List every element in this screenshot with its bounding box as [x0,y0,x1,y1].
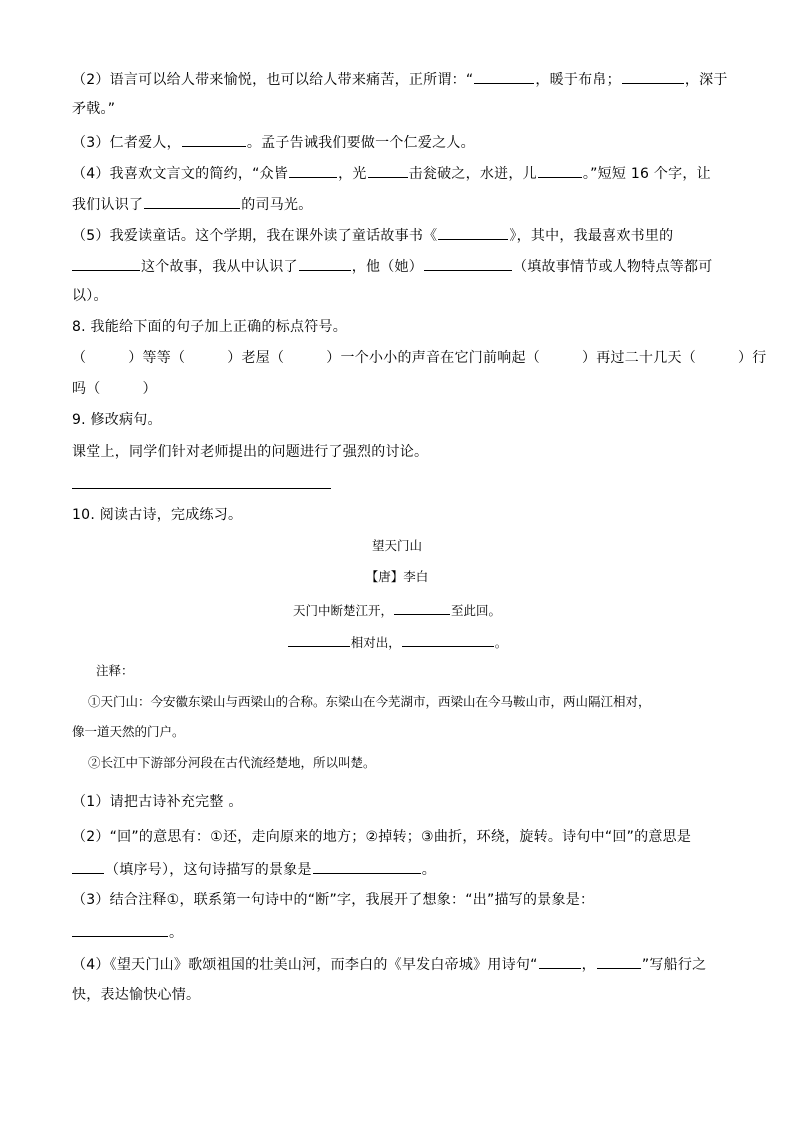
sub-question-4-line2 [72,985,200,1005]
q8-line1 [72,348,767,368]
sub-question-3-line2 [72,921,183,943]
text: （填故事情节或人物特点等都可 [513,259,713,275]
q9-sentence [72,442,428,462]
text: 矛戟。” [72,101,116,117]
text: （4）我喜欢文言文的简约，“众皆 [72,166,289,182]
answer-blank[interactable] [313,858,421,874]
answer-blank[interactable] [539,953,581,969]
text: ，他（她） [351,259,423,275]
q8-line2 [72,379,157,399]
answer-blank[interactable] [289,162,337,178]
answer-blank[interactable] [144,193,240,209]
answer-blank[interactable] [474,68,534,84]
text: （5）我爱读童话。这个学期，我在课外读了童话故事书《 [72,228,438,244]
note-1-line-2: 像一道天然的门户。 [72,724,185,739]
q7-4-line2 [72,193,313,215]
text: ，光 [338,166,367,182]
poem-line-2 [0,631,794,652]
poem-line-1 [0,599,794,620]
q7-2-line1 [72,68,728,90]
text: （2）“回”的意思有：①还，走向原来的地方；②掉转；③曲折，环绕，旋转。诗句中“回”的意思是 [72,829,692,845]
text: 再过二十几天 [596,350,682,366]
text: 。孟子告诫我们要做一个仁爱之人。 [246,135,475,151]
text: 天门中断楚江开， [292,603,393,618]
paren-open: （ [525,350,540,366]
text: 快，表达愉快心情。 [72,987,201,1003]
answer-blank[interactable] [182,131,246,147]
q8-title [72,317,347,337]
text: （3）结合注释①，联系第一句诗中的“断”字，我展开了想象：“出”描写的景象是： [72,892,595,908]
answer-blank[interactable] [72,858,104,874]
paren-open: （ [681,350,696,366]
paren-close: ） [326,350,341,366]
answer-blank[interactable] [597,953,641,969]
text: ，暖于布帛； [535,72,621,88]
text: （填序号），这句诗描写的景象是 [105,862,312,878]
paren-close: ） [582,350,597,366]
text: 吗 [72,381,87,397]
text: （3）仁者爱人， [72,135,181,151]
sub-question-1 [72,792,243,812]
text: （4）《望天门山》歌颂祖国的壮美山河，而李白的《早发白帝城》用诗句“ [72,957,538,973]
q7-3-line [72,131,475,153]
paren-open: （ [72,350,87,366]
text: 。”短短 16 个字，让 [582,166,711,182]
paren-close: ） [738,350,753,366]
answer-blank[interactable] [72,921,168,937]
paren-open: （ [171,350,186,366]
q7-5-line1 [72,224,673,246]
answer-blank[interactable] [622,68,684,84]
answer-blank[interactable] [288,631,350,647]
q7-2-line2 [72,99,115,119]
text: 一个小小的声音在它门前响起 [340,350,526,366]
text: 至此回。 [451,603,502,618]
text: 的司马光。 [241,197,313,213]
text: 。 [494,635,508,650]
answer-blank[interactable] [72,255,140,271]
question-title: 9. 修改病句。 [72,412,162,428]
text: 行 [752,350,767,366]
text: 》，其中，我最喜欢书里的 [509,228,674,244]
text: 我们认识了 [72,197,144,213]
poem-title: 望天门山 [371,538,422,553]
text: ， [581,957,596,973]
note-2: ②长江中下游部分河段在古代流经楚地，所以叫楚。 [88,755,376,770]
paren-close: ） [128,350,143,366]
sub-question-2-line1 [72,827,691,847]
answer-blank[interactable] [438,224,508,240]
q9-title [72,410,162,430]
notes-label: 注释： [96,663,134,678]
text: 以）。 [72,288,108,304]
question-title: 10. 阅读古诗，完成练习。 [72,507,243,523]
question-title: 8. 我能给下面的句子加上正确的标点符号。 [72,319,348,335]
text: ”写船行之 [641,957,707,973]
text: 。 [421,862,436,878]
text: 。 [169,925,184,941]
q7-4-line1 [72,162,711,184]
text: ，深于 [684,72,728,88]
paren-open: （ [86,381,101,397]
poem-author: 【唐】李白 [365,569,429,584]
answer-line[interactable] [72,488,331,489]
sub-question-3-line1 [72,890,594,910]
answer-blank[interactable] [424,255,512,271]
sub-question-2-line2 [72,858,436,880]
text: （1）请把古诗补充完整 。 [72,794,243,810]
q7-5-line2 [72,255,713,277]
text: 等等 [142,350,171,366]
note-1-line-1: ①天门山：今安徽东梁山与西梁山的合称。东梁山在今芜湖市，西梁山在今马鞍山市，两山隔江相对， [88,694,651,709]
q10-title [72,505,242,525]
paren-close: ） [142,381,157,397]
answer-blank[interactable] [394,599,450,615]
answer-blank[interactable] [402,631,494,647]
paren-open: （ [270,350,285,366]
answer-blank[interactable] [538,162,582,178]
paren-close: ） [227,350,242,366]
q7-5-line3 [72,286,108,306]
text: 击瓮破之，水迸，儿 [408,166,537,182]
sub-question-4-line1 [72,953,706,975]
text: 课堂上，同学们针对老师提出的问题进行了强烈的讨论。 [72,444,429,460]
answer-blank[interactable] [368,162,408,178]
text: 老屋 [241,350,270,366]
text: 这个故事，我从中认识了 [141,259,298,275]
text: 相对出， [350,635,401,650]
text: （2）语言可以给人带来愉悦，也可以给人带来痛苦，正所谓：“ [72,72,474,88]
answer-blank[interactable] [299,255,351,271]
